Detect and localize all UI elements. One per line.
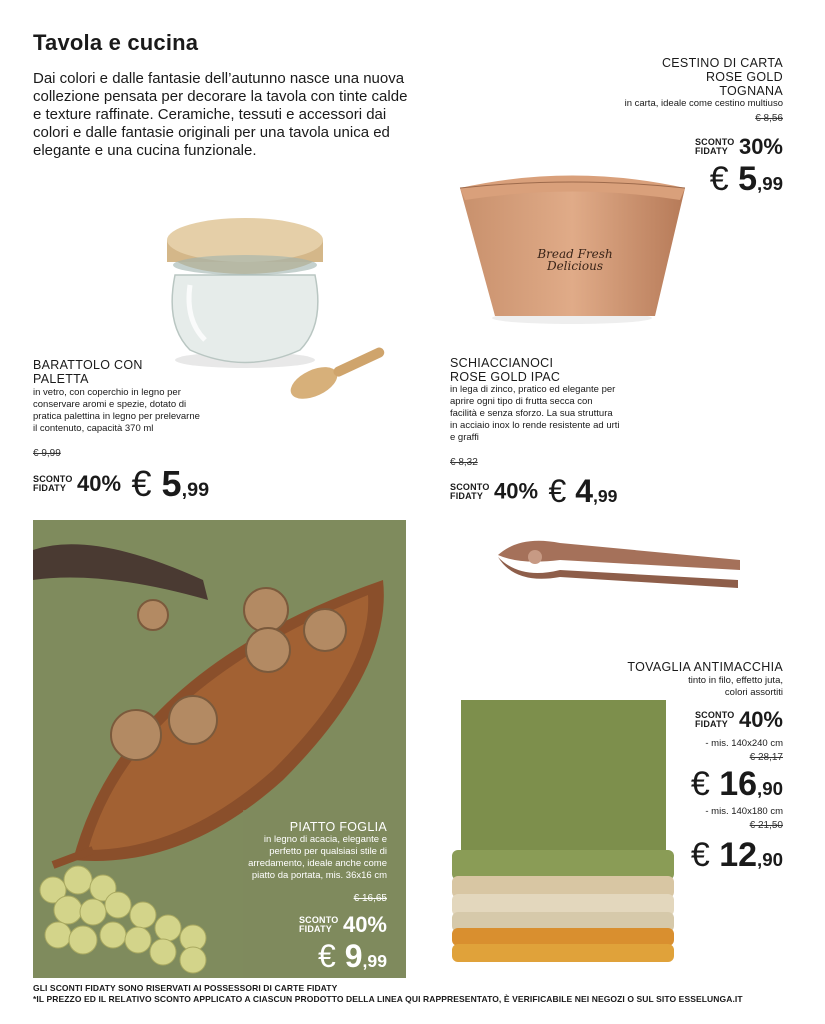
schiaccianoci-price-row: [450, 473, 617, 510]
piatto-name: PIATTO FOGLIA: [289, 820, 387, 834]
tovaglia-size1: - mis. 140x240 cm: [705, 738, 783, 749]
tovaglia-old-price1: € 28,17: [749, 752, 783, 763]
discount-label: SCONTO FIDATY: [33, 474, 73, 493]
cestino-name: [662, 56, 783, 98]
tovaglia-image: [447, 700, 682, 965]
cestino-old-price: € 8,56: [755, 113, 783, 124]
cestino-discount: 30%: [738, 134, 783, 159]
schiaccianoci-discount: 40%: [494, 478, 539, 504]
tovaglia-price1: € 16,90: [690, 765, 783, 803]
tovaglia-desc-line2: colori assortiti: [724, 687, 783, 698]
schiaccianoci-name: [450, 356, 560, 384]
piatto-desc: in legno di acacia, elegante e perfetto per qualsiasi stile di arredamento, ideale anche come piatto da portata, mis. 36x16 cm: [248, 834, 387, 881]
barattolo-desc: in vetro, con coperchio in legno per conservare aromi e spezie, dotato di pratica palettina in legno per prelevarne il contenuto, capacità 370 ml: [33, 387, 200, 434]
barattolo-old-price: € 9,99: [33, 448, 61, 459]
cestino-name-line2: ROSE GOLD: [705, 70, 783, 84]
schiaccianoci-image: [490, 525, 745, 595]
tovaglia-old-price2: € 21,50: [749, 820, 783, 831]
footer-notes: [33, 983, 743, 1005]
piatto-discount: 40%: [342, 912, 387, 937]
tovaglia-name: TOVAGLIA ANTIMACCHIA: [627, 660, 783, 674]
tovaglia-desc: [688, 675, 783, 699]
cestino-desc: in carta, ideale come cestino multiuso: [624, 98, 783, 109]
cestino-logo-text: Bread Fresh Delicious: [537, 247, 613, 273]
schiaccianoci-name-line2: ROSE GOLD IPAC: [450, 370, 561, 384]
piatto-photo: [33, 520, 406, 978]
barattolo-discount: 40%: [77, 471, 122, 496]
discount-label: SCONTO FIDATY: [694, 137, 735, 156]
tovaglia-desc-line1: tinto in filo, effetto juta,: [688, 675, 783, 686]
schiaccianoci-old-price: € 8,32: [450, 457, 478, 468]
page-title: Tavola e cucina: [33, 30, 199, 55]
schiaccianoci-desc: in lega di zinco, pratico ed elegante per aprire ogni tipo di frutta secca con facilità e senza sforzo. La sua struttura in acciaio inox lo rende resistente ad urti e graffi: [450, 384, 620, 443]
tovaglia-price2: € 12,90: [690, 836, 783, 874]
piatto-discount-row: [220, 912, 387, 938]
discount-label: SCONTO FIDATY: [694, 710, 735, 729]
barattolo-name: [33, 358, 143, 386]
cestino-price: € 5,99: [709, 160, 783, 198]
footer-line1: GLI SCONTI FIDATY SONO RISERVATI AI POSSESSORI DI CARTE FIDATY: [33, 983, 338, 993]
tovaglia-discount-row: [695, 707, 783, 733]
tovaglia-discount: 40%: [738, 707, 783, 732]
schiaccianoci-name-line1: SCHIACCIANOCI: [450, 356, 554, 370]
footer-line2: *IL PREZZO ED IL RELATIVO SCONTO APPLICATO A CIASCUN PRODOTTO DELLA LINEA QUI RAPPRESENTATO, È VERIFICABILE NEI NEGOZI O SUL SITO ESSELUNGA.IT: [33, 994, 743, 1004]
tovaglia-size2: - mis. 140x180 cm: [705, 806, 783, 817]
cestino-discount-row: [695, 134, 783, 160]
barattolo-price-row: [33, 463, 209, 505]
barattolo-name-line2: PALETTA: [33, 372, 89, 386]
cestino-image: [455, 168, 690, 328]
barattolo-name-line1: BARATTOLO CON: [33, 358, 143, 372]
barattolo-price: € 5,99: [131, 463, 210, 504]
piatto-old-price: € 16,65: [353, 893, 387, 904]
discount-label: SCONTO FIDATY: [450, 481, 490, 501]
cestino-name-line1: CESTINO DI CARTA: [661, 56, 783, 70]
barattolo-image: [160, 205, 390, 405]
piatto-price: € 9,99: [318, 938, 387, 974]
discount-label: SCONTO FIDATY: [298, 915, 339, 934]
cestino-name-line3: TOGNANA: [719, 84, 783, 98]
schiaccianoci-price: € 4,99: [548, 473, 618, 509]
intro-text: Dai colori e dalle fantasie dell’autunno nasce una nuova collezione pensata per decorare la tavola con tinte calde e texture raffinate. Ceramiche, tessuti e accessori dai colori e dalle fantasie originali per una tavola unica ed elegante e una cucina funzionale.: [33, 70, 408, 159]
